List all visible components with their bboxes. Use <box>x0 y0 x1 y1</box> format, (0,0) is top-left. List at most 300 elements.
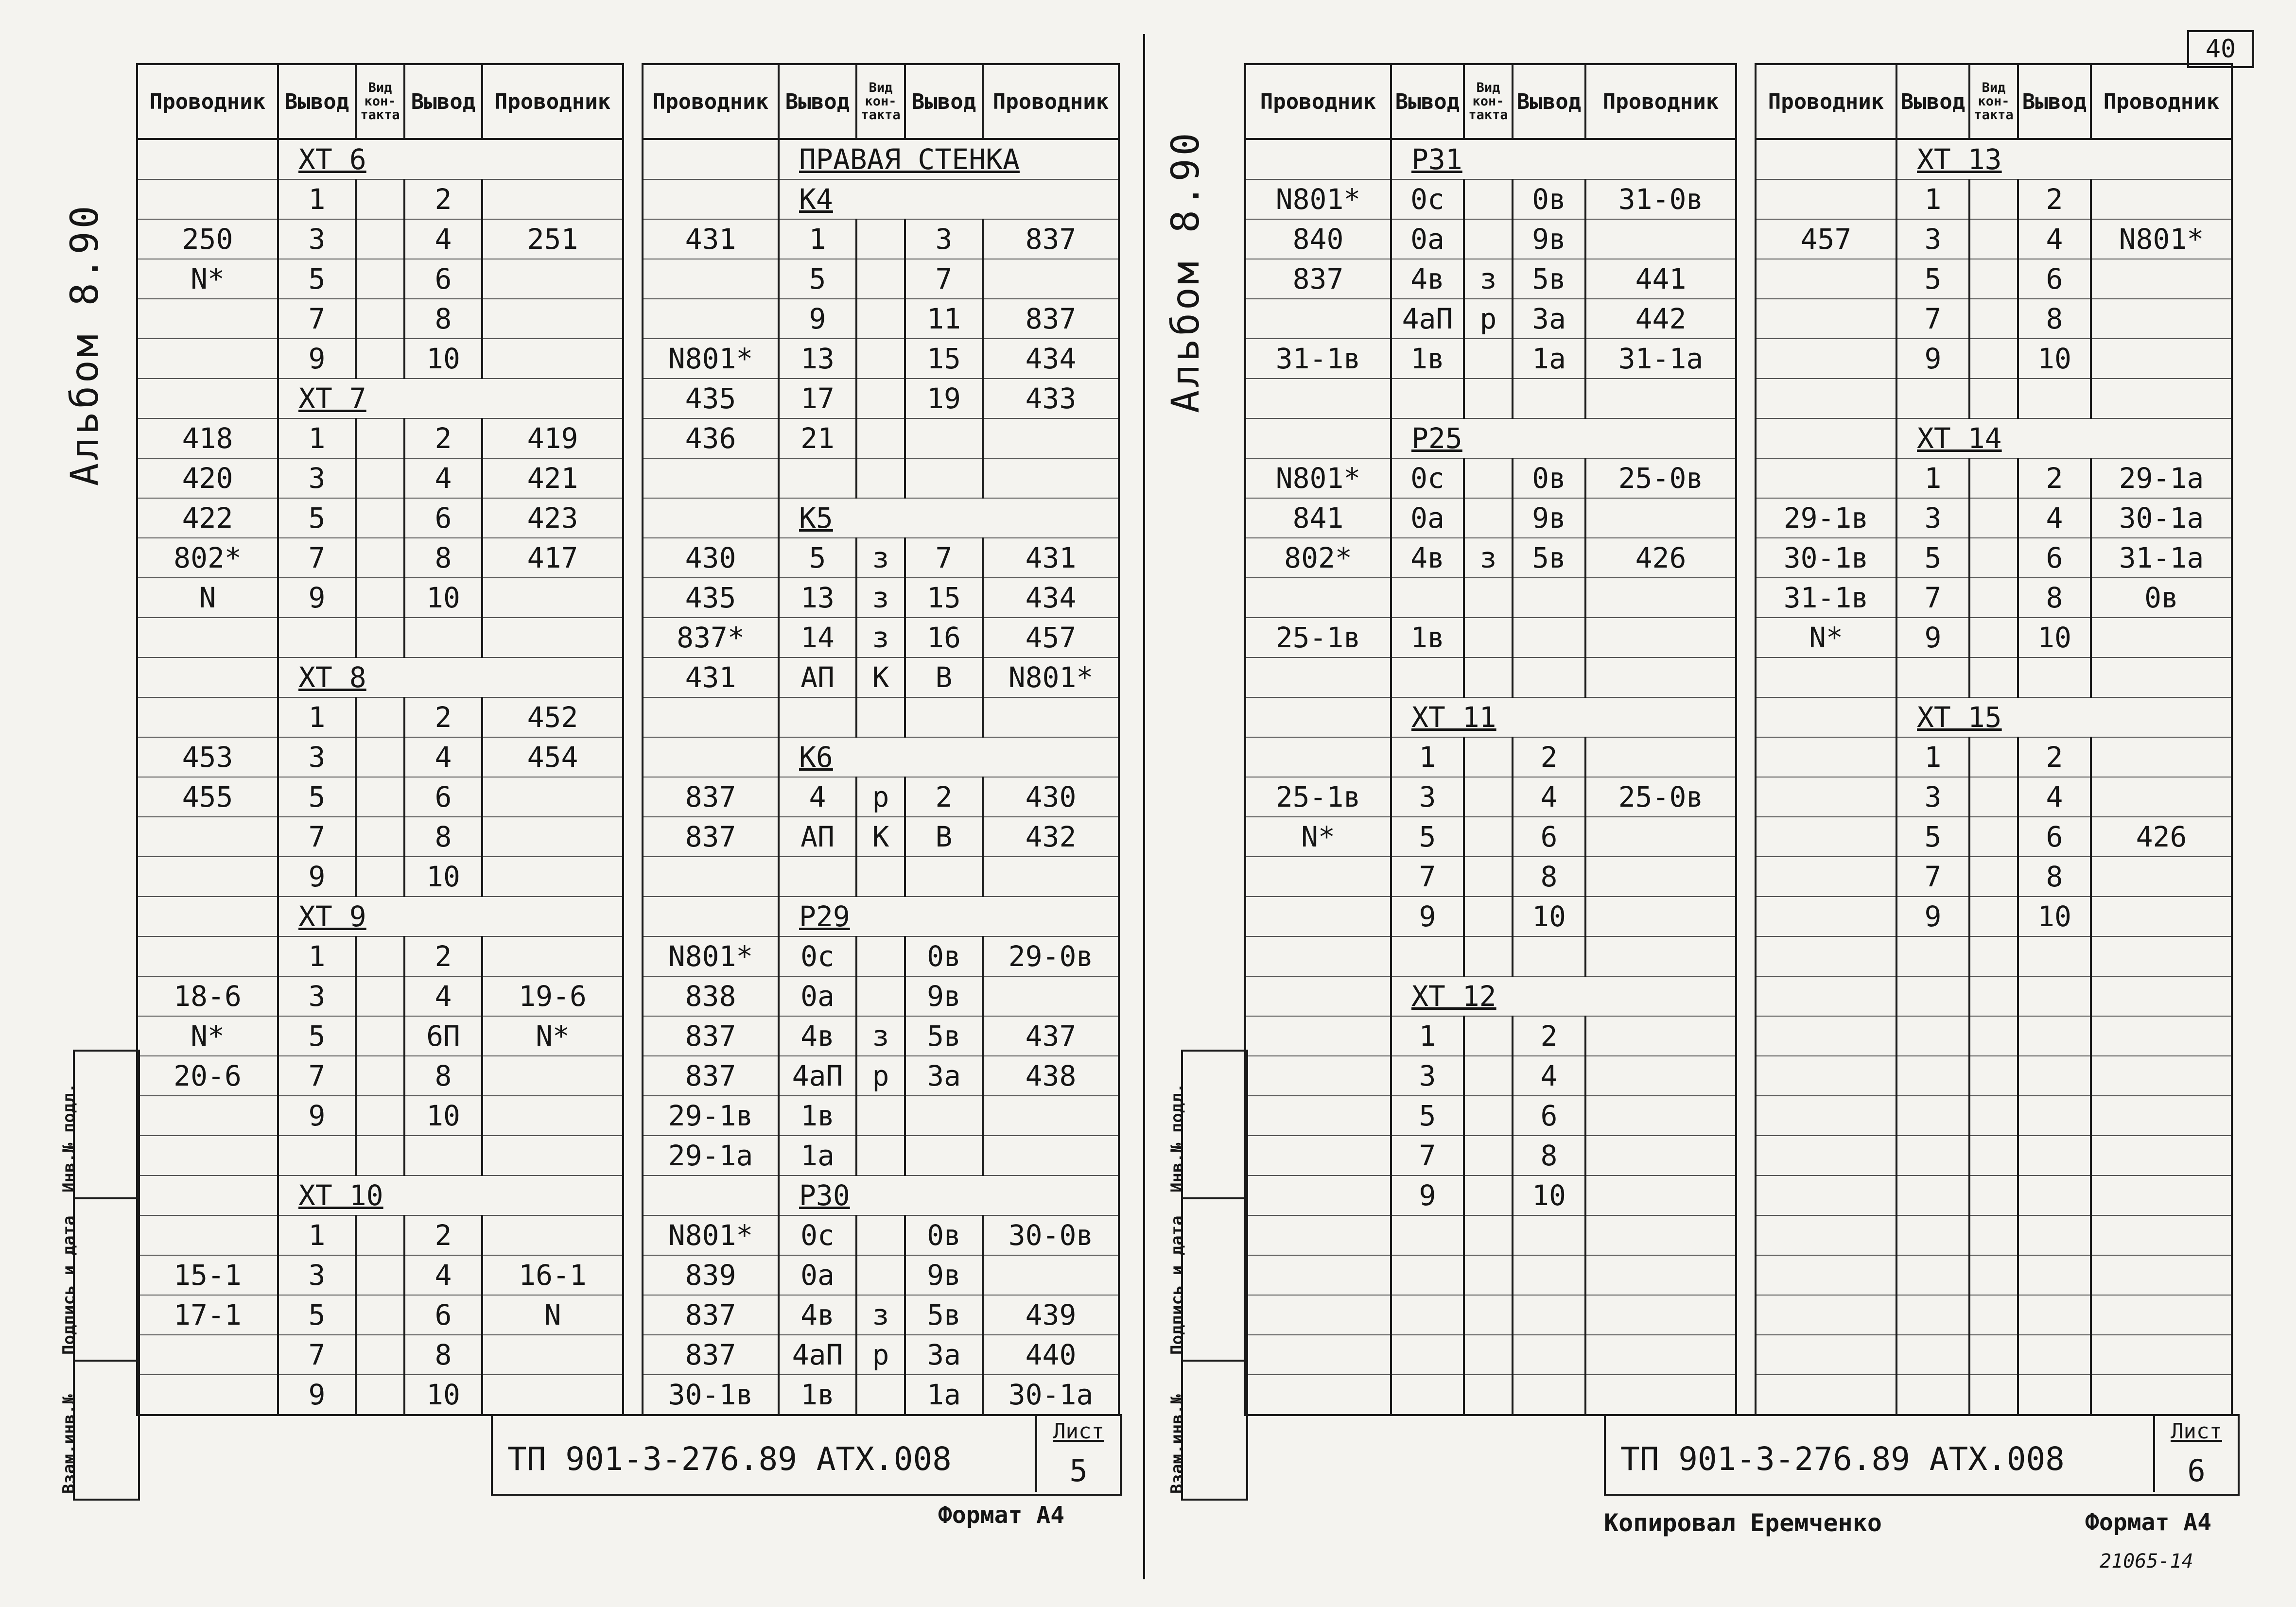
conductor-cell <box>482 936 623 976</box>
contact-type-cell <box>1969 379 2018 418</box>
terminal-cell <box>404 618 482 657</box>
conductor-cell <box>482 299 623 339</box>
contact-type-cell <box>1464 1096 1513 1136</box>
table-body <box>1756 139 2232 1415</box>
section-label: К5 <box>779 498 1119 538</box>
table-row <box>137 857 623 897</box>
table-row <box>1756 697 2232 737</box>
table-row <box>137 1016 623 1056</box>
table-row <box>1245 857 1736 897</box>
conductor-cell: 420 <box>137 458 278 498</box>
terminal-cell: 2 <box>2018 737 2091 777</box>
table-row <box>137 1175 623 1215</box>
table-row <box>643 737 1119 777</box>
conductor-cell <box>482 179 623 219</box>
terminal-cell: 1в <box>779 1096 856 1136</box>
conductor-cell <box>1585 817 1736 857</box>
contact-type-cell <box>356 1056 404 1096</box>
table-row <box>1245 538 1736 578</box>
contact-type-cell <box>1969 299 2018 339</box>
conductor-cell: 441 <box>1585 259 1736 299</box>
contact-type-cell: з <box>1464 538 1513 578</box>
conductor-cell <box>1756 1215 1896 1255</box>
terminal-cell: АП <box>779 657 856 697</box>
table-row <box>1245 1096 1736 1136</box>
header-terminal: Вывод <box>1391 64 1464 139</box>
terminal-cell: 7 <box>278 1335 356 1375</box>
terminal-cell <box>1391 936 1464 976</box>
terminal-cell: 0а <box>1391 498 1464 538</box>
conductor-cell: 31-1в <box>1756 578 1896 618</box>
table-row <box>643 578 1119 618</box>
table-cell <box>643 139 779 179</box>
section-label: К6 <box>779 737 1119 777</box>
terminal-cell: 2 <box>404 179 482 219</box>
conductor-cell <box>1756 458 1896 498</box>
header-contact-type: Вид кон-такта <box>1464 64 1513 139</box>
terminal-cell: 0в <box>905 1215 983 1255</box>
conductor-cell <box>482 1136 623 1175</box>
table-row <box>137 538 623 578</box>
conductor-cell: 29-1а <box>2091 458 2232 498</box>
conductor-cell <box>1756 737 1896 777</box>
terminal-cell: 10 <box>2018 339 2091 379</box>
contact-type-cell <box>1969 1096 2018 1136</box>
conductor-cell <box>983 259 1119 299</box>
conductor-cell: 250 <box>137 219 278 259</box>
terminal-cell: 6 <box>404 498 482 538</box>
table-row <box>137 458 623 498</box>
contact-type-cell <box>1969 817 2018 857</box>
contact-type-cell: р <box>856 777 905 817</box>
conductor-cell: 426 <box>2091 817 2232 857</box>
header-conductor: Проводник <box>643 64 779 139</box>
table-row <box>1756 976 2232 1016</box>
contact-type-cell <box>356 857 404 897</box>
table-row <box>643 1335 1119 1375</box>
terminal-cell: 17 <box>779 379 856 418</box>
table-row <box>643 259 1119 299</box>
conductor-cell: 457 <box>983 618 1119 657</box>
conductor-cell: 837* <box>643 618 779 657</box>
terminal-cell: 7 <box>905 259 983 299</box>
document-code: ТП 901-3-276.89 АТХ.008 <box>1620 1440 2065 1478</box>
conductor-cell <box>1585 1175 1736 1215</box>
contact-type-cell <box>1464 817 1513 857</box>
section-label: XT 13 <box>1896 139 2232 179</box>
terminal-cell: 1 <box>278 936 356 976</box>
contact-type-cell <box>1969 1175 2018 1215</box>
conductor-cell: 31-0в <box>1585 179 1736 219</box>
terminal-cell: 15 <box>905 339 983 379</box>
terminal-cell: 5 <box>278 777 356 817</box>
contact-type-cell <box>1464 618 1513 657</box>
terminal-cell: 5 <box>278 1016 356 1056</box>
terminal-cell: 6 <box>404 1295 482 1335</box>
contact-type-cell <box>1464 1016 1513 1056</box>
contact-type-cell <box>856 1096 905 1136</box>
terminal-cell <box>1896 1215 1969 1255</box>
table-row <box>1245 1295 1736 1335</box>
terminal-cell: 3 <box>278 737 356 777</box>
table-row <box>643 418 1119 458</box>
section-label: ПРАВАЯ СТЕНКА <box>779 139 1119 179</box>
contact-type-cell <box>1969 857 2018 897</box>
table-row <box>1245 1056 1736 1096</box>
table-row <box>643 657 1119 697</box>
conductor-cell <box>2091 1375 2232 1415</box>
terminal-cell: 5 <box>1896 259 1969 299</box>
contact-type-cell: з <box>856 1016 905 1056</box>
contact-type-cell <box>356 1096 404 1136</box>
table-row <box>1245 179 1736 219</box>
header-conductor: Проводник <box>1245 64 1391 139</box>
contact-type-cell <box>356 777 404 817</box>
table-row <box>1756 498 2232 538</box>
strip-cell <box>1167 1199 1246 1362</box>
terminal-cell <box>1896 1016 1969 1056</box>
contact-type-cell <box>356 538 404 578</box>
contact-type-cell <box>1969 219 2018 259</box>
table-row <box>1245 1016 1736 1056</box>
conductor-cell <box>2091 179 2232 219</box>
terminal-cell: 3 <box>1896 498 1969 538</box>
conductor-cell: 839 <box>643 1255 779 1295</box>
table-row <box>1756 578 2232 618</box>
conductor-cell <box>983 1136 1119 1175</box>
terminal-cell <box>1513 1375 1585 1415</box>
conductor-cell <box>1756 1136 1896 1175</box>
terminal-cell <box>779 458 856 498</box>
terminal-cell: 0а <box>1391 219 1464 259</box>
conductor-cell: 837 <box>643 777 779 817</box>
conductor-cell <box>482 1335 623 1375</box>
table-cell <box>137 379 278 418</box>
conductor-cell: 30-1в <box>643 1375 779 1415</box>
terminal-cell <box>1513 379 1585 418</box>
wiring-table-right-2 <box>1755 63 2233 1416</box>
terminal-cell: 9 <box>1896 339 1969 379</box>
contact-type-cell <box>856 458 905 498</box>
conductor-cell <box>1585 857 1736 897</box>
conductor-cell: 25-1в <box>1245 777 1391 817</box>
conductor-cell: N801* <box>2091 219 2232 259</box>
conductor-cell: 433 <box>983 379 1119 418</box>
contact-type-cell <box>1969 897 2018 936</box>
contact-type-cell <box>1464 458 1513 498</box>
terminal-cell: 5 <box>278 1295 356 1335</box>
conductor-cell: 417 <box>482 538 623 578</box>
terminal-cell: 5 <box>779 259 856 299</box>
strip-text: Взам.инв.№ <box>1167 1394 1187 1494</box>
conductor-cell <box>2091 299 2232 339</box>
terminal-cell: 9 <box>278 578 356 618</box>
conductor-cell <box>1245 936 1391 976</box>
conductor-cell <box>983 458 1119 498</box>
terminal-cell: 5 <box>1391 1096 1464 1136</box>
terminal-cell: 1 <box>1391 737 1464 777</box>
table-row <box>1245 458 1736 498</box>
table-row <box>1756 1096 2232 1136</box>
title-block-right <box>1604 1414 2240 1496</box>
table-cell <box>1245 418 1391 458</box>
album-label-right: Альбом 8.90 <box>1164 130 1208 413</box>
conductor-cell: 431 <box>983 538 1119 578</box>
table-row <box>643 339 1119 379</box>
contact-type-cell <box>356 458 404 498</box>
terminal-cell <box>1513 618 1585 657</box>
contact-type-cell <box>356 219 404 259</box>
table-row <box>643 976 1119 1016</box>
conductor-cell <box>1756 897 1896 936</box>
conductor-cell: 25-0в <box>1585 458 1736 498</box>
conductor-cell: 434 <box>983 339 1119 379</box>
conductor-cell <box>1245 299 1391 339</box>
terminal-cell: 3 <box>1896 219 1969 259</box>
contact-type-cell <box>1464 1375 1513 1415</box>
terminal-cell <box>1391 1335 1464 1375</box>
conductor-cell: 840 <box>1245 219 1391 259</box>
conductor-cell: 452 <box>482 697 623 737</box>
contact-type-cell <box>1464 1215 1513 1255</box>
conductor-cell <box>482 857 623 897</box>
header-terminal: Вывод <box>2018 64 2091 139</box>
contact-type-cell <box>856 1136 905 1175</box>
wiring-table-left-1 <box>136 63 624 1416</box>
table-row <box>137 1056 623 1096</box>
terminal-cell <box>278 618 356 657</box>
conductor-cell <box>643 857 779 897</box>
terminal-cell: 9в <box>905 1255 983 1295</box>
terminal-cell: 5 <box>1896 817 1969 857</box>
contact-type-cell <box>1464 1335 1513 1375</box>
conductor-cell <box>1585 1295 1736 1335</box>
table-row <box>643 458 1119 498</box>
section-label: Р31 <box>1391 139 1736 179</box>
conductor-cell: N801* <box>643 936 779 976</box>
section-label: XT 12 <box>1391 976 1736 1016</box>
table-row <box>643 936 1119 976</box>
terminal-cell: 3а <box>1513 299 1585 339</box>
section-label: Р29 <box>779 897 1119 936</box>
conductor-cell <box>1245 1295 1391 1335</box>
conductor-cell <box>482 817 623 857</box>
contact-type-cell <box>1969 179 2018 219</box>
table-row <box>1756 538 2232 578</box>
terminal-cell <box>2018 1056 2091 1096</box>
contact-type-cell: з <box>856 578 905 618</box>
contact-type-cell <box>1969 618 2018 657</box>
table-row <box>137 379 623 418</box>
section-label: XT 6 <box>278 139 623 179</box>
terminal-cell: 5 <box>1896 538 1969 578</box>
conductor-cell <box>2091 618 2232 657</box>
terminal-cell: 7 <box>905 538 983 578</box>
table-row <box>137 299 623 339</box>
contact-type-cell <box>1464 219 1513 259</box>
conductor-cell <box>1585 1016 1736 1056</box>
conductor-cell: 18-6 <box>137 976 278 1016</box>
section-label: XT 9 <box>278 897 623 936</box>
terminal-cell: 1а <box>779 1136 856 1175</box>
terminal-cell: 4 <box>779 777 856 817</box>
table-row <box>137 578 623 618</box>
contact-type-cell <box>1969 538 2018 578</box>
conductor-cell: N801* <box>983 657 1119 697</box>
table-row <box>643 219 1119 259</box>
table-row <box>137 737 623 777</box>
conductor-cell: 432 <box>983 817 1119 857</box>
contact-type-cell: р <box>856 1056 905 1096</box>
conductor-cell <box>2091 339 2232 379</box>
conductor-cell <box>482 339 623 379</box>
terminal-cell <box>1896 1295 1969 1335</box>
contact-type-cell <box>1969 339 2018 379</box>
conductor-cell: 453 <box>137 737 278 777</box>
contact-type-cell <box>1464 1255 1513 1295</box>
terminal-cell <box>2018 1255 2091 1295</box>
terminal-cell <box>2018 1215 2091 1255</box>
terminal-cell: 0с <box>779 936 856 976</box>
contact-type-cell <box>856 697 905 737</box>
table-row <box>1245 299 1736 339</box>
conductor-cell <box>1585 1056 1736 1096</box>
conductor-cell <box>1245 1096 1391 1136</box>
terminal-cell <box>1391 1215 1464 1255</box>
contact-type-cell: К <box>856 657 905 697</box>
conductor-cell <box>1756 179 1896 219</box>
table-row <box>137 817 623 857</box>
conductor-cell: 17-1 <box>137 1295 278 1335</box>
conductor-cell <box>1756 817 1896 857</box>
album-label-left: Альбом 8.90 <box>63 203 107 486</box>
conductor-cell <box>1245 737 1391 777</box>
terminal-cell: 8 <box>2018 578 2091 618</box>
header-conductor: Проводник <box>2091 64 2232 139</box>
terminal-cell <box>1391 1255 1464 1295</box>
terminal-cell: 0в <box>1513 179 1585 219</box>
conductor-cell: 31-1а <box>2091 538 2232 578</box>
terminal-cell: 1в <box>1391 618 1464 657</box>
conductor-cell <box>482 777 623 817</box>
terminal-cell <box>1391 1295 1464 1335</box>
conductor-cell <box>1585 1096 1736 1136</box>
terminal-cell: 0с <box>779 1215 856 1255</box>
table-cell <box>1756 139 1896 179</box>
contact-type-cell <box>1969 458 2018 498</box>
conductor-cell <box>2091 259 2232 299</box>
conductor-cell: 29-1в <box>1756 498 1896 538</box>
header-conductor: Проводник <box>1756 64 1896 139</box>
table-row <box>643 1215 1119 1255</box>
conductor-cell: 455 <box>137 777 278 817</box>
terminal-cell: 0а <box>779 976 856 1016</box>
conductor-cell: 802* <box>137 538 278 578</box>
wiring-table-left-2 <box>642 63 1120 1416</box>
conductor-cell <box>1756 1255 1896 1295</box>
terminal-cell: 9 <box>1896 618 1969 657</box>
conductor-cell <box>2091 1136 2232 1175</box>
conductor-cell: 457 <box>1756 219 1896 259</box>
terminal-cell <box>278 1136 356 1175</box>
terminal-cell: 10 <box>1513 897 1585 936</box>
contact-type-cell <box>856 259 905 299</box>
terminal-cell: 4аП <box>779 1056 856 1096</box>
conductor-cell <box>1756 1295 1896 1335</box>
terminal-cell: 4аП <box>1391 299 1464 339</box>
terminal-cell <box>1513 1295 1585 1335</box>
table-row <box>1756 657 2232 697</box>
sheet-number: 5 <box>1069 1453 1088 1488</box>
section-label: Р25 <box>1391 418 1736 458</box>
terminal-cell: 4 <box>404 458 482 498</box>
header-terminal: Вывод <box>905 64 983 139</box>
conductor-cell <box>482 1056 623 1096</box>
conductor-cell <box>137 1136 278 1175</box>
contact-type-cell: з <box>856 618 905 657</box>
conductor-cell <box>137 817 278 857</box>
table-row <box>1245 777 1736 817</box>
conductor-cell <box>983 697 1119 737</box>
conductor-cell <box>2091 897 2232 936</box>
conductor-cell <box>1756 299 1896 339</box>
conductor-cell: 837 <box>643 1335 779 1375</box>
terminal-cell: 3а <box>905 1335 983 1375</box>
contact-type-cell <box>356 1295 404 1335</box>
table-row <box>137 657 623 697</box>
terminal-cell: 2 <box>2018 458 2091 498</box>
page-number: 40 <box>2187 30 2254 68</box>
contact-type-cell: К <box>856 817 905 857</box>
terminal-cell: 7 <box>278 817 356 857</box>
table-row <box>1756 379 2232 418</box>
terminal-cell: 2 <box>905 777 983 817</box>
table-header-row <box>1245 64 1736 139</box>
conductor-cell: 436 <box>643 418 779 458</box>
table-row <box>137 777 623 817</box>
center-fold-line <box>1143 34 1145 1579</box>
conductor-cell <box>2091 1096 2232 1136</box>
sheet-number-box <box>1035 1416 1120 1492</box>
conductor-cell <box>643 458 779 498</box>
header-terminal: Вывод <box>779 64 856 139</box>
table-row <box>137 1136 623 1175</box>
table-row <box>137 697 623 737</box>
side-stamp-strip-right <box>1167 1050 1248 1501</box>
terminal-cell: 9 <box>1896 897 1969 936</box>
conductor-cell: 439 <box>983 1295 1119 1335</box>
table-row <box>643 139 1119 179</box>
table-row <box>1245 1136 1736 1175</box>
strip-cell <box>59 1199 138 1362</box>
conductor-cell: 29-0в <box>983 936 1119 976</box>
terminal-cell: 9 <box>278 1096 356 1136</box>
wiring-table-right-1 <box>1244 63 1737 1416</box>
header-conductor: Проводник <box>482 64 623 139</box>
terminal-cell <box>2018 1295 2091 1335</box>
table-row <box>1756 458 2232 498</box>
table-row <box>1756 259 2232 299</box>
terminal-cell: 7 <box>278 538 356 578</box>
table-row <box>1245 817 1736 857</box>
conductor-cell <box>482 578 623 618</box>
terminal-cell: 7 <box>1391 1136 1464 1175</box>
contact-type-cell: р <box>856 1335 905 1375</box>
conductor-cell: 434 <box>983 578 1119 618</box>
sheet-right <box>1164 63 2245 1572</box>
conductor-cell: 841 <box>1245 498 1391 538</box>
terminal-cell: 2 <box>1513 1016 1585 1056</box>
